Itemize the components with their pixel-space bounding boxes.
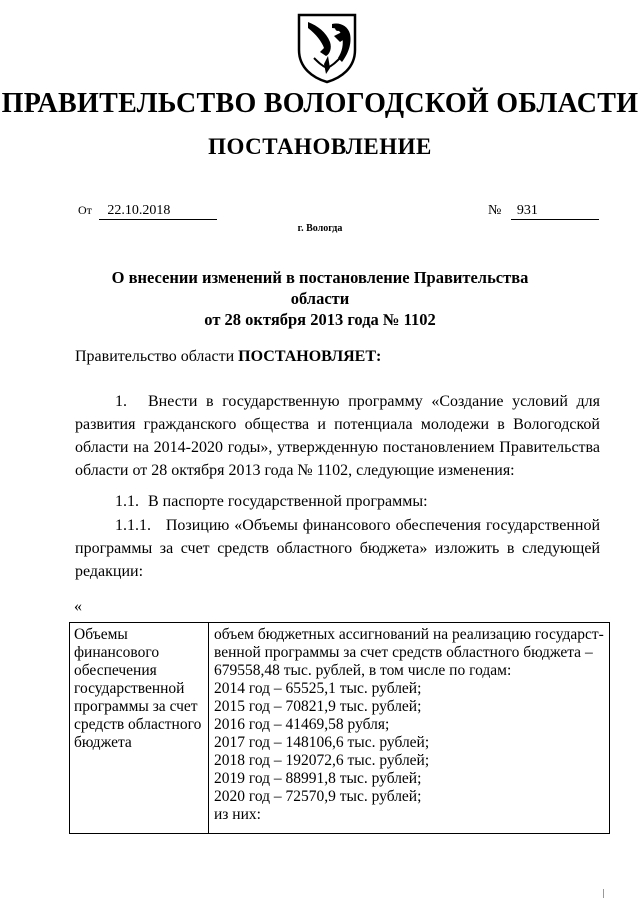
number-value: 931 [511, 203, 599, 220]
government-title: ПРАВИТЕЛЬСТВО ВОЛОГОДСКОЙ ОБЛАСТИ [1, 88, 639, 119]
document-subject [100, 267, 540, 330]
table-line: 2020 год – 72570,9 тыс. рублей; [214, 788, 422, 805]
table-line: 2019 год – 88991,8 тыс. рублей; [214, 770, 422, 787]
table-line: 2015 год – 70821,9 тыс. рублей; [214, 698, 422, 715]
document-type: ПОСТАНОВЛЕНИЕ [208, 134, 432, 159]
table-line: 2017 год – 148106,6 тыс. рублей; [214, 734, 430, 751]
table-line: 2016 год – 41469,58 рубля; [214, 716, 390, 733]
table-label-cell: Объемы финансового обеспечения государственной программы за счет средств областного бюджета [70, 623, 209, 833]
opening-quote: « [74, 598, 82, 615]
funding-table [69, 622, 610, 834]
item-1-1 [75, 490, 600, 513]
table-line: из них: [214, 806, 261, 823]
document-date [78, 203, 217, 220]
item-1-1-1-number: 1.1.1. [115, 517, 151, 534]
city: г. Вологда [297, 223, 343, 234]
subject-line-2: от 28 октября 2013 года № 1102 [204, 310, 436, 329]
table-line: 2014 год – 65525,1 тыс. рублей; [214, 680, 422, 697]
item-1-text: Внести в государственную программу «Создание условий для развития гражданского общества и потенциала молодежи в Вологодской области на 2014-2020 годы», утвержденную постановлением Правительства области от 28 октября 2013 года № 1102, следующие изменения: [75, 393, 600, 479]
table-line: венной программы за счет средств областного бюджета – [214, 644, 593, 661]
date-value: 22.10.2018 [99, 203, 217, 220]
date-label: От [78, 203, 92, 217]
item-1 [75, 390, 600, 482]
scan-edge-mark [603, 889, 604, 898]
item-1-1-number: 1.1. [115, 493, 139, 510]
item-1-1-1 [75, 514, 600, 583]
item-1-number: 1. [115, 393, 127, 410]
table-line: 679558,48 тыс. рублей, в том числе по годам: [214, 662, 512, 679]
preamble-text: Правительство области [75, 348, 239, 365]
table-line: объем бюджетных ассигнований на реализацию государст- [214, 626, 604, 643]
subject-line-1: О внесении изменений в постановление Правительства области [111, 268, 529, 308]
table-value-cell [209, 623, 609, 833]
preamble-bold: ПОСТАНОВЛЯЕТ: [238, 348, 382, 365]
item-1-1-1-text: Позицию «Объемы финансового обеспечения государственной программы за счет средств областного бюджета» изложить в следующей редакции: [75, 517, 601, 580]
number-label: № [488, 203, 502, 218]
preamble [75, 345, 600, 368]
coat-of-arms-icon [296, 12, 358, 84]
item-1-1-text: В паспорте государственной программы: [148, 493, 428, 510]
coat-of-arms-emblem [296, 12, 358, 84]
document-number [488, 203, 599, 220]
table-line: 2018 год – 192072,6 тыс. рублей; [214, 752, 430, 769]
